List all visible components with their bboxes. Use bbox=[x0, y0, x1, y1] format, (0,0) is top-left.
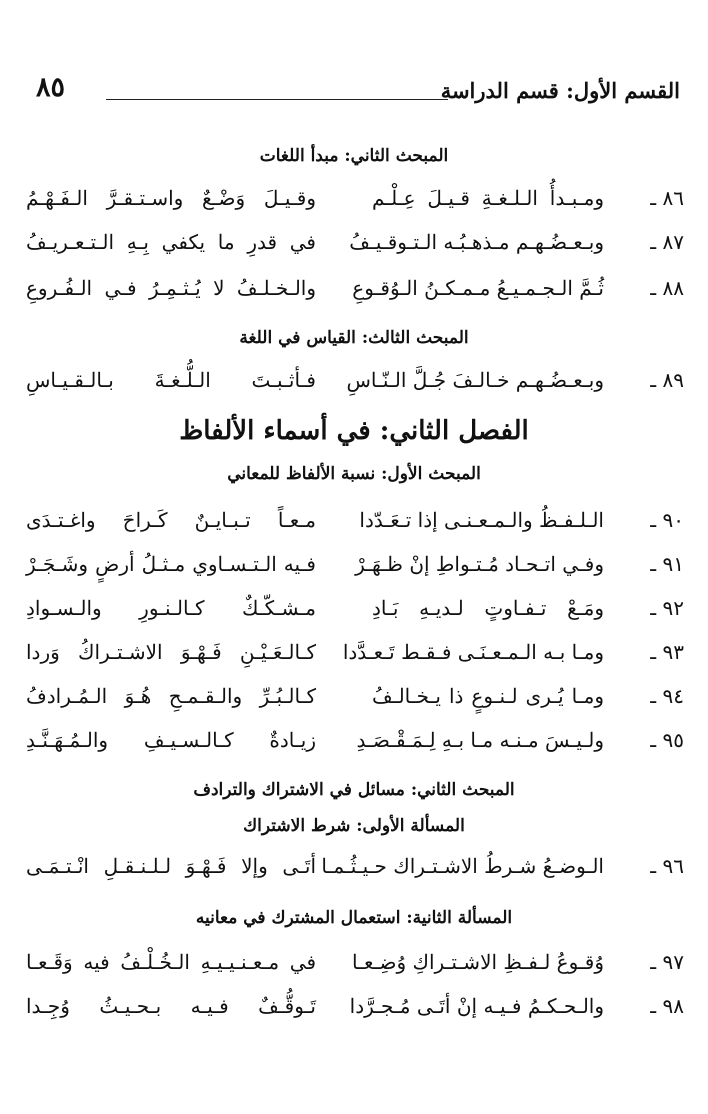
verse-number: ٨٩ ـ bbox=[650, 368, 684, 392]
section-heading: المبحث الأول: نسبة الألفاظ للمعاني bbox=[227, 464, 481, 484]
verse-second-hemistich: في مـعـنـيـيـهِ الـخُـلْـفُ فيه وَقَـعـا bbox=[26, 950, 316, 974]
verse-number: ٩٣ ـ bbox=[650, 640, 684, 664]
verse-line bbox=[18, 184, 684, 224]
page-header bbox=[36, 72, 680, 108]
verse-first-hemistich: وُقـوعُ لـفـظِ الاشـتـراكِ وُضِـعـا bbox=[352, 950, 604, 974]
verse-number: ٩٢ ـ bbox=[650, 596, 684, 620]
verse-first-hemistich: ومـبـدأُ الـلـغـةِ قـيـلَ عِـلْـم bbox=[372, 186, 604, 210]
verse-second-hemistich: كـالـعَـيْـنِ فَـهْـوَ الاشـتـراكُ وَردا bbox=[26, 640, 316, 664]
section-heading: المبحث الثالث: القياس في اللغة bbox=[239, 328, 469, 348]
verse-line bbox=[18, 948, 684, 988]
verse-number: ٨٧ ـ bbox=[650, 230, 684, 254]
verse-second-hemistich: والـخـلـفُ لا يُـثـمِـرُ فـي الـفُـروعِ bbox=[26, 276, 316, 300]
subsection-heading: المسألة الثانية: استعمال المشترك في معانيه bbox=[195, 908, 513, 928]
verse-line bbox=[18, 726, 684, 766]
verse-second-hemistich: أتَـى وإلا فَـهْـوَ لـلـنـقـلِ انْـتـمَـى bbox=[26, 854, 316, 878]
verse-number: ٩٠ ـ bbox=[650, 508, 684, 532]
verse-first-hemistich: ومَـعْ تـفـاوتٍ لـديـهِ بَـادِ bbox=[372, 596, 604, 620]
verse-line bbox=[18, 992, 684, 1032]
verse-second-hemistich: فـأثـبـتَ الـلُّـغـةَ بـالـقـيـاسِ bbox=[26, 368, 316, 392]
verse-second-hemistich: زيـادةٌ كـالـسـيـفِ والـمُـهَـنَّـدِ bbox=[26, 728, 316, 752]
verse-second-hemistich: مـعـاً تـبـايـنٌ كَـراحَ واغـتـدَى bbox=[26, 508, 316, 532]
verse-line bbox=[18, 274, 684, 314]
verse-first-hemistich: ومـا يُـرى لـنـوعٍ ذا يـخـالـفُ bbox=[372, 684, 604, 708]
verse-first-hemistich: الـلـفـظُ والـمـعـنـى إذا تـعَـدّدا bbox=[359, 508, 604, 532]
verse-line bbox=[18, 366, 684, 406]
verse-first-hemistich: ومـا بـه الـمـعـنَـى فـقـط تَـعـدَّدا bbox=[342, 640, 604, 664]
verse-second-hemistich: كـالـبُـرِّ والـقـمـحِ هُـوَ الـمُـرادفُ bbox=[26, 684, 316, 708]
section-heading: المبحث الثاني: مبدأ اللغات bbox=[259, 146, 449, 166]
verse-second-hemistich: وقـيـلَ وَضْـعٌ واسـتـقـرَّ الـفَـهْـمُ bbox=[26, 186, 316, 210]
verse-second-hemistich: تَـوقُّـفٌ فـيـه بـحـيـثُ وُجِـدا bbox=[26, 994, 316, 1018]
verse-number: ٩٧ ـ bbox=[650, 950, 684, 974]
subsection-heading: المسألة الأولى: شرط الاشتراك bbox=[243, 816, 465, 836]
verse-number: ٩٨ ـ bbox=[650, 994, 684, 1018]
verse-second-hemistich: في قدرِ ما يكفي بِـهِ الـتـعـريـفُ bbox=[26, 230, 316, 254]
verse-number: ٨٦ ـ bbox=[650, 186, 684, 210]
header-rule bbox=[106, 99, 448, 100]
page-number: ٨٥ bbox=[36, 72, 66, 103]
verse-number: ٩٦ ـ bbox=[650, 854, 684, 878]
verse-first-hemistich: وبـعـضُـهـم مـذهـبُـه الـتـوقـيـفُ bbox=[349, 230, 604, 254]
verse-line bbox=[18, 638, 684, 678]
verse-first-hemistich: الـوضـعُ شـرطُ الاشـتـراك حـيـثُـمـا bbox=[321, 854, 604, 878]
verse-first-hemistich: والـحـكـمُ فـيـه إنْ أتَـى مُـجـرَّدا bbox=[349, 994, 604, 1018]
verse-second-hemistich: فـيه الـتـسـاوي مـثـلُ أرضٍ وشَـجَـرْ bbox=[26, 552, 316, 576]
verse-first-hemistich: وبـعـضُـهـم خـالـفَ جُـلَّ الـنّـاسِ bbox=[346, 368, 604, 392]
verse-line bbox=[18, 682, 684, 722]
verse-line bbox=[18, 852, 684, 892]
verse-line bbox=[18, 228, 684, 268]
section-heading: المبحث الثاني: مسائل في الاشتراك والترادف bbox=[193, 780, 515, 800]
verse-number: ٩٥ ـ bbox=[650, 728, 684, 752]
running-title: القسم الأول: قسم الدراسة bbox=[440, 78, 680, 103]
verse-first-hemistich: ثُـمَّ الـجـمـيـعُ مـمـكـنُ الـوُقـوعِ bbox=[352, 276, 604, 300]
verse-line bbox=[18, 594, 684, 634]
verse-line bbox=[18, 550, 684, 590]
verse-line bbox=[18, 506, 684, 546]
verse-second-hemistich: مـشـكّـكٌ كـالـنـورِ والـسـوادِ bbox=[26, 596, 316, 620]
verse-first-hemistich: ولـيـسَ مـنـه مـا بـهِ لِـمَـقْـصَـدِ bbox=[356, 728, 604, 752]
verse-first-hemistich: وفـي اتـحـاد مُـتـواطِ إنْ ظـهَـرْ bbox=[355, 552, 604, 576]
verse-number: ٩٤ ـ bbox=[650, 684, 684, 708]
chapter-title: الفصل الثاني: في أسماء الألفاظ bbox=[179, 416, 529, 446]
verse-number: ٩١ ـ bbox=[650, 552, 684, 576]
verse-number: ٨٨ ـ bbox=[650, 276, 684, 300]
